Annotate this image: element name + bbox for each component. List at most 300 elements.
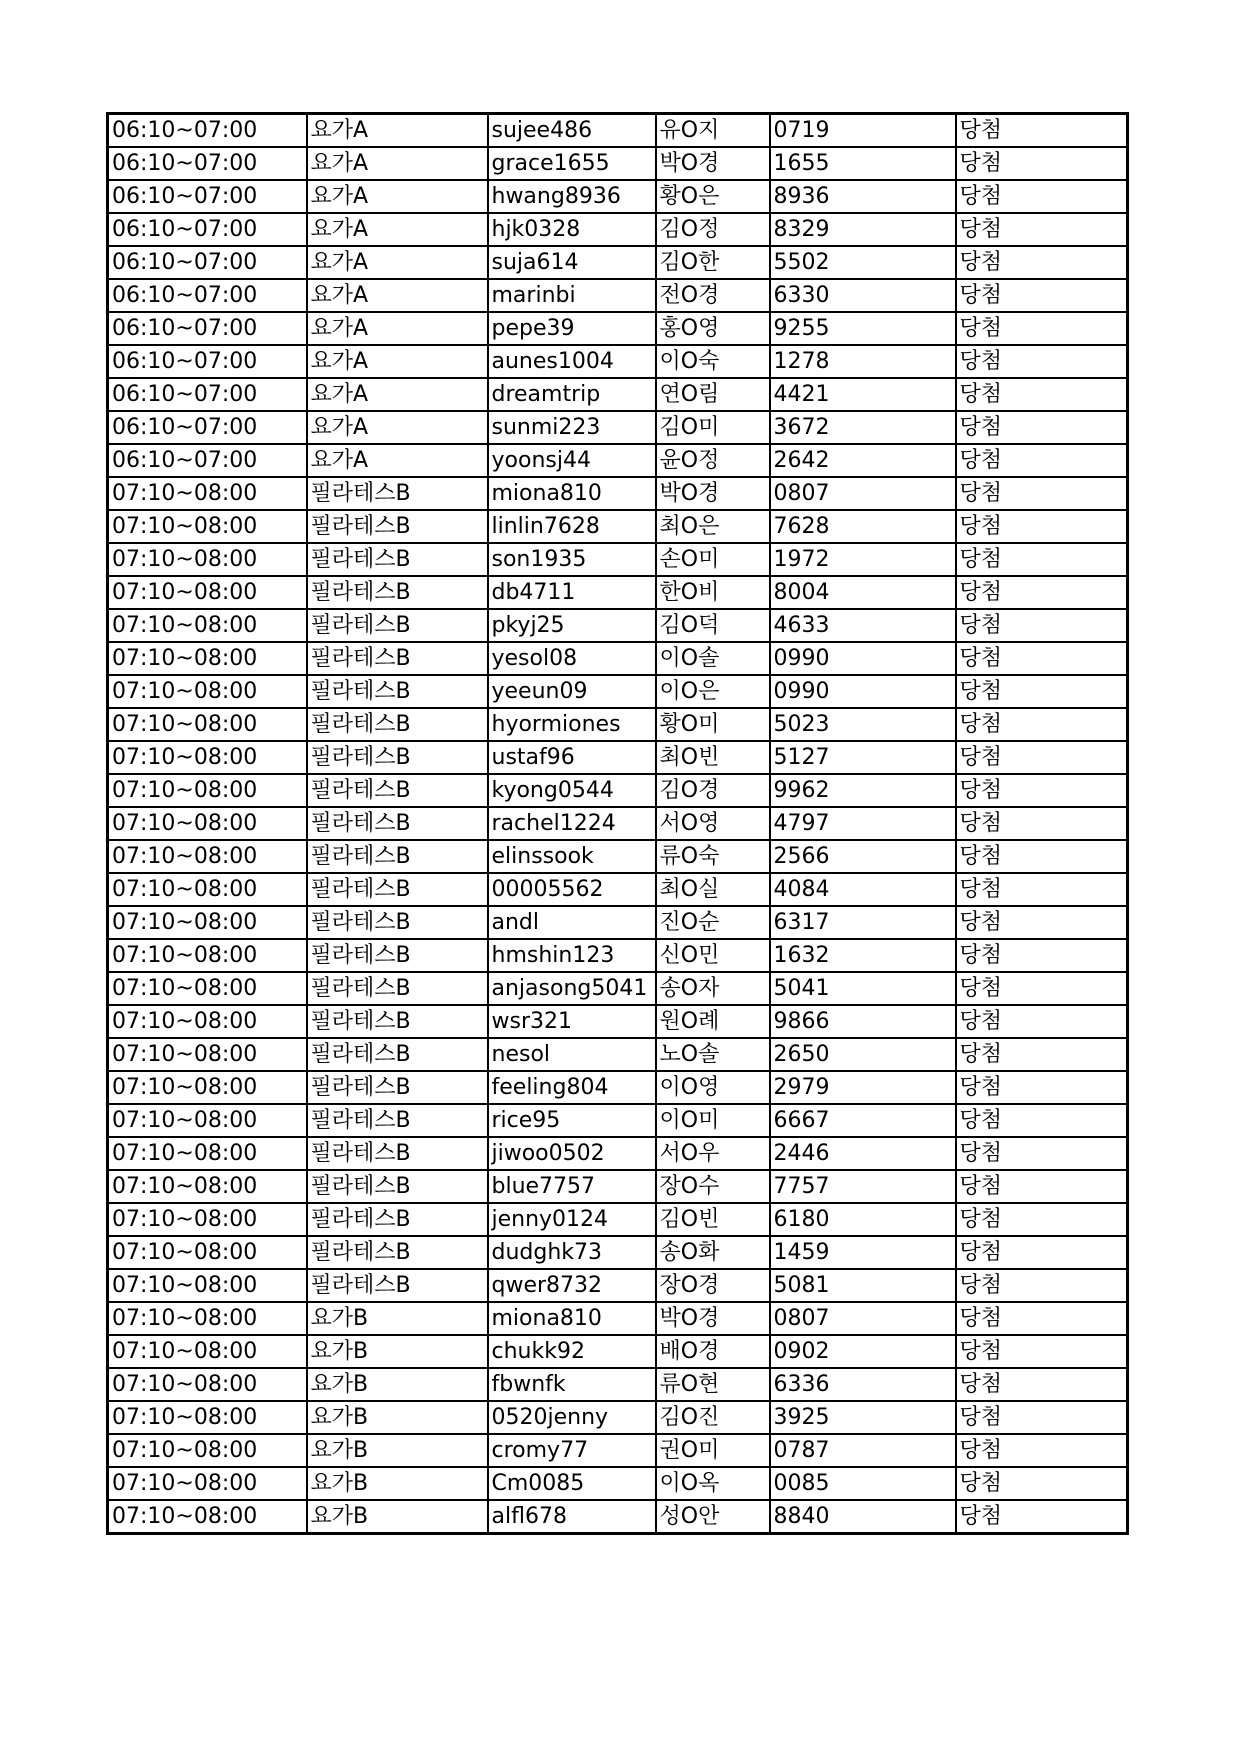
masked-name-cell: 황O미 — [656, 708, 770, 741]
table-row — [108, 1137, 1128, 1170]
user-id-cell: qwer8732 — [488, 1269, 656, 1302]
result-cell: 당첨 — [956, 708, 1128, 741]
user-id-cell: alfl678 — [488, 1500, 656, 1534]
masked-name-cell: 이O영 — [656, 1071, 770, 1104]
result-cell: 당첨 — [956, 807, 1128, 840]
user-id-cell: dudghk73 — [488, 1236, 656, 1269]
result-cell: 당첨 — [956, 939, 1128, 972]
time-slot-cell: 07:10~08:00 — [108, 1137, 307, 1170]
time-slot-cell: 07:10~08:00 — [108, 675, 307, 708]
result-cell: 당첨 — [956, 1137, 1128, 1170]
result-cell: 당첨 — [956, 741, 1128, 774]
class-name-cell: 필라테스B — [307, 774, 488, 807]
table-row — [108, 1203, 1128, 1236]
time-slot-cell: 07:10~08:00 — [108, 1335, 307, 1368]
user-id-cell: dreamtrip — [488, 378, 656, 411]
table-row — [108, 444, 1128, 477]
user-id-cell: yoonsj44 — [488, 444, 656, 477]
result-cell: 당첨 — [956, 1467, 1128, 1500]
table-row — [108, 1236, 1128, 1269]
table-row — [108, 807, 1128, 840]
phone-last4-cell: 4797 — [770, 807, 956, 840]
class-name-cell: 필라테스B — [307, 1005, 488, 1038]
phone-last4-cell: 1278 — [770, 345, 956, 378]
masked-name-cell: 이O미 — [656, 1104, 770, 1137]
masked-name-cell: 윤O정 — [656, 444, 770, 477]
result-cell: 당첨 — [956, 378, 1128, 411]
table-row — [108, 708, 1128, 741]
user-id-cell: marinbi — [488, 279, 656, 312]
user-id-cell: anjasong5041 — [488, 972, 656, 1005]
phone-last4-cell: 0787 — [770, 1434, 956, 1467]
result-cell: 당첨 — [956, 840, 1128, 873]
phone-last4-cell: 2566 — [770, 840, 956, 873]
masked-name-cell: 연O림 — [656, 378, 770, 411]
phone-last4-cell: 5081 — [770, 1269, 956, 1302]
result-cell: 당첨 — [956, 213, 1128, 246]
masked-name-cell: 류O현 — [656, 1368, 770, 1401]
phone-last4-cell: 7757 — [770, 1170, 956, 1203]
table-row — [108, 972, 1128, 1005]
class-name-cell: 필라테스B — [307, 1104, 488, 1137]
time-slot-cell: 07:10~08:00 — [108, 873, 307, 906]
class-name-cell: 필라테스B — [307, 642, 488, 675]
time-slot-cell: 07:10~08:00 — [108, 1104, 307, 1137]
phone-last4-cell: 5127 — [770, 741, 956, 774]
result-cell: 당첨 — [956, 675, 1128, 708]
masked-name-cell: 이O은 — [656, 675, 770, 708]
user-id-cell: hyormiones — [488, 708, 656, 741]
phone-last4-cell: 8329 — [770, 213, 956, 246]
table-row — [108, 1335, 1128, 1368]
phone-last4-cell: 1972 — [770, 543, 956, 576]
results-table — [106, 112, 1129, 1535]
table-row — [108, 1269, 1128, 1302]
masked-name-cell: 김O진 — [656, 1401, 770, 1434]
user-id-cell: blue7757 — [488, 1170, 656, 1203]
time-slot-cell: 06:10~07:00 — [108, 279, 307, 312]
time-slot-cell: 07:10~08:00 — [108, 1500, 307, 1534]
time-slot-cell: 07:10~08:00 — [108, 807, 307, 840]
user-id-cell: aunes1004 — [488, 345, 656, 378]
results-body — [108, 114, 1128, 1534]
masked-name-cell: 장O경 — [656, 1269, 770, 1302]
masked-name-cell: 박O경 — [656, 147, 770, 180]
time-slot-cell: 07:10~08:00 — [108, 510, 307, 543]
result-cell: 당첨 — [956, 972, 1128, 1005]
class-name-cell: 요가A — [307, 345, 488, 378]
phone-last4-cell: 4084 — [770, 873, 956, 906]
result-cell: 당첨 — [956, 1269, 1128, 1302]
time-slot-cell: 07:10~08:00 — [108, 1038, 307, 1071]
table-row — [108, 279, 1128, 312]
time-slot-cell: 07:10~08:00 — [108, 1170, 307, 1203]
user-id-cell: jiwoo0502 — [488, 1137, 656, 1170]
table-row — [108, 114, 1128, 148]
phone-last4-cell: 5023 — [770, 708, 956, 741]
result-cell: 당첨 — [956, 642, 1128, 675]
time-slot-cell: 06:10~07:00 — [108, 147, 307, 180]
table-row — [108, 1005, 1128, 1038]
table-row — [108, 411, 1128, 444]
phone-last4-cell: 9962 — [770, 774, 956, 807]
class-name-cell: 필라테스B — [307, 510, 488, 543]
user-id-cell: hmshin123 — [488, 939, 656, 972]
result-cell: 당첨 — [956, 1401, 1128, 1434]
time-slot-cell: 07:10~08:00 — [108, 1005, 307, 1038]
class-name-cell: 요가A — [307, 246, 488, 279]
table-row — [108, 1071, 1128, 1104]
result-cell: 당첨 — [956, 180, 1128, 213]
phone-last4-cell: 0902 — [770, 1335, 956, 1368]
class-name-cell: 요가A — [307, 147, 488, 180]
class-name-cell: 요가A — [307, 312, 488, 345]
phone-last4-cell: 6330 — [770, 279, 956, 312]
time-slot-cell: 06:10~07:00 — [108, 444, 307, 477]
user-id-cell: 0520jenny — [488, 1401, 656, 1434]
time-slot-cell: 07:10~08:00 — [108, 543, 307, 576]
time-slot-cell: 06:10~07:00 — [108, 378, 307, 411]
class-name-cell: 필라테스B — [307, 1203, 488, 1236]
phone-last4-cell: 1655 — [770, 147, 956, 180]
user-id-cell: andl — [488, 906, 656, 939]
result-cell: 당첨 — [956, 576, 1128, 609]
phone-last4-cell: 3672 — [770, 411, 956, 444]
time-slot-cell: 07:10~08:00 — [108, 972, 307, 1005]
class-name-cell: 필라테스B — [307, 1269, 488, 1302]
result-cell: 당첨 — [956, 906, 1128, 939]
class-name-cell: 요가B — [307, 1368, 488, 1401]
masked-name-cell: 신O민 — [656, 939, 770, 972]
phone-last4-cell: 2979 — [770, 1071, 956, 1104]
class-name-cell: 필라테스B — [307, 1071, 488, 1104]
table-row — [108, 1434, 1128, 1467]
table-row — [108, 1368, 1128, 1401]
masked-name-cell: 노O솔 — [656, 1038, 770, 1071]
user-id-cell: rice95 — [488, 1104, 656, 1137]
table-row — [108, 477, 1128, 510]
table-row — [108, 609, 1128, 642]
user-id-cell: hwang8936 — [488, 180, 656, 213]
masked-name-cell: 이O옥 — [656, 1467, 770, 1500]
class-name-cell: 필라테스B — [307, 1236, 488, 1269]
time-slot-cell: 07:10~08:00 — [108, 1203, 307, 1236]
time-slot-cell: 07:10~08:00 — [108, 477, 307, 510]
class-name-cell: 요가B — [307, 1467, 488, 1500]
phone-last4-cell: 6667 — [770, 1104, 956, 1137]
user-id-cell: sujee486 — [488, 114, 656, 148]
table-row — [108, 147, 1128, 180]
masked-name-cell: 최O빈 — [656, 741, 770, 774]
time-slot-cell: 07:10~08:00 — [108, 642, 307, 675]
class-name-cell: 필라테스B — [307, 675, 488, 708]
table-row — [108, 312, 1128, 345]
user-id-cell: sunmi223 — [488, 411, 656, 444]
time-slot-cell: 06:10~07:00 — [108, 213, 307, 246]
masked-name-cell: 성O안 — [656, 1500, 770, 1534]
phone-last4-cell: 9866 — [770, 1005, 956, 1038]
class-name-cell: 요가B — [307, 1500, 488, 1534]
phone-last4-cell: 0085 — [770, 1467, 956, 1500]
phone-last4-cell: 6180 — [770, 1203, 956, 1236]
phone-last4-cell: 0990 — [770, 642, 956, 675]
result-cell: 당첨 — [956, 345, 1128, 378]
masked-name-cell: 배O경 — [656, 1335, 770, 1368]
time-slot-cell: 07:10~08:00 — [108, 939, 307, 972]
result-cell: 당첨 — [956, 1203, 1128, 1236]
table-row — [108, 378, 1128, 411]
user-id-cell: yeeun09 — [488, 675, 656, 708]
user-id-cell: wsr321 — [488, 1005, 656, 1038]
result-cell: 당첨 — [956, 1335, 1128, 1368]
time-slot-cell: 07:10~08:00 — [108, 840, 307, 873]
user-id-cell: pkyj25 — [488, 609, 656, 642]
user-id-cell: suja614 — [488, 246, 656, 279]
phone-last4-cell: 9255 — [770, 312, 956, 345]
user-id-cell: miona810 — [488, 1302, 656, 1335]
class-name-cell: 요가B — [307, 1335, 488, 1368]
user-id-cell: Cm0085 — [488, 1467, 656, 1500]
table-row — [108, 1038, 1128, 1071]
class-name-cell: 요가A — [307, 378, 488, 411]
masked-name-cell: 송O화 — [656, 1236, 770, 1269]
class-name-cell: 필라테스B — [307, 972, 488, 1005]
result-cell: 당첨 — [956, 411, 1128, 444]
table-row — [108, 543, 1128, 576]
result-cell: 당첨 — [956, 774, 1128, 807]
table-row — [108, 510, 1128, 543]
table-row — [108, 642, 1128, 675]
phone-last4-cell: 8840 — [770, 1500, 956, 1534]
user-id-cell: kyong0544 — [488, 774, 656, 807]
phone-last4-cell: 2650 — [770, 1038, 956, 1071]
user-id-cell: grace1655 — [488, 147, 656, 180]
class-name-cell: 필라테스B — [307, 741, 488, 774]
user-id-cell: son1935 — [488, 543, 656, 576]
user-id-cell: elinssook — [488, 840, 656, 873]
user-id-cell: nesol — [488, 1038, 656, 1071]
phone-last4-cell: 0719 — [770, 114, 956, 148]
result-cell: 당첨 — [956, 444, 1128, 477]
phone-last4-cell: 2642 — [770, 444, 956, 477]
class-name-cell: 필라테스B — [307, 609, 488, 642]
user-id-cell: jenny0124 — [488, 1203, 656, 1236]
user-id-cell: 00005562 — [488, 873, 656, 906]
table-row — [108, 840, 1128, 873]
class-name-cell: 필라테스B — [307, 1137, 488, 1170]
table-row — [108, 1104, 1128, 1137]
table-row — [108, 576, 1128, 609]
result-cell: 당첨 — [956, 609, 1128, 642]
time-slot-cell: 07:10~08:00 — [108, 1302, 307, 1335]
result-cell: 당첨 — [956, 1038, 1128, 1071]
masked-name-cell: 한O비 — [656, 576, 770, 609]
class-name-cell: 필라테스B — [307, 873, 488, 906]
time-slot-cell: 07:10~08:00 — [108, 741, 307, 774]
time-slot-cell: 06:10~07:00 — [108, 114, 307, 148]
phone-last4-cell: 7628 — [770, 510, 956, 543]
phone-last4-cell: 4421 — [770, 378, 956, 411]
class-name-cell: 필라테스B — [307, 576, 488, 609]
table-row — [108, 1170, 1128, 1203]
table-row — [108, 345, 1128, 378]
phone-last4-cell: 6336 — [770, 1368, 956, 1401]
time-slot-cell: 07:10~08:00 — [108, 609, 307, 642]
class-name-cell: 필라테스B — [307, 939, 488, 972]
result-cell: 당첨 — [956, 246, 1128, 279]
time-slot-cell: 06:10~07:00 — [108, 180, 307, 213]
time-slot-cell: 07:10~08:00 — [108, 906, 307, 939]
time-slot-cell: 07:10~08:00 — [108, 1434, 307, 1467]
time-slot-cell: 07:10~08:00 — [108, 576, 307, 609]
result-cell: 당첨 — [956, 1500, 1128, 1534]
class-name-cell: 필라테스B — [307, 1038, 488, 1071]
table-row — [108, 180, 1128, 213]
masked-name-cell: 원O례 — [656, 1005, 770, 1038]
masked-name-cell: 홍O영 — [656, 312, 770, 345]
result-cell: 당첨 — [956, 1071, 1128, 1104]
class-name-cell: 요가A — [307, 411, 488, 444]
masked-name-cell: 권O미 — [656, 1434, 770, 1467]
table-row — [108, 939, 1128, 972]
phone-last4-cell: 1632 — [770, 939, 956, 972]
time-slot-cell: 07:10~08:00 — [108, 1401, 307, 1434]
class-name-cell: 필라테스B — [307, 543, 488, 576]
phone-last4-cell: 0990 — [770, 675, 956, 708]
table-row — [108, 741, 1128, 774]
table-row — [108, 906, 1128, 939]
result-cell: 당첨 — [956, 1170, 1128, 1203]
masked-name-cell: 황O은 — [656, 180, 770, 213]
class-name-cell: 필라테스B — [307, 906, 488, 939]
result-cell: 당첨 — [956, 114, 1128, 148]
time-slot-cell: 06:10~07:00 — [108, 312, 307, 345]
phone-last4-cell: 6317 — [770, 906, 956, 939]
user-id-cell: cromy77 — [488, 1434, 656, 1467]
class-name-cell: 요가B — [307, 1434, 488, 1467]
masked-name-cell: 이O숙 — [656, 345, 770, 378]
class-name-cell: 요가A — [307, 213, 488, 246]
masked-name-cell: 최O은 — [656, 510, 770, 543]
masked-name-cell: 박O경 — [656, 477, 770, 510]
phone-last4-cell: 0807 — [770, 477, 956, 510]
time-slot-cell: 07:10~08:00 — [108, 1269, 307, 1302]
masked-name-cell: 김O한 — [656, 246, 770, 279]
user-id-cell: feeling804 — [488, 1071, 656, 1104]
phone-last4-cell: 0807 — [770, 1302, 956, 1335]
class-name-cell: 요가A — [307, 279, 488, 312]
table-row — [108, 675, 1128, 708]
phone-last4-cell: 5041 — [770, 972, 956, 1005]
table-row — [108, 213, 1128, 246]
user-id-cell: db4711 — [488, 576, 656, 609]
table-row — [108, 1401, 1128, 1434]
class-name-cell: 요가A — [307, 114, 488, 148]
masked-name-cell: 김O정 — [656, 213, 770, 246]
masked-name-cell: 최O실 — [656, 873, 770, 906]
phone-last4-cell: 8936 — [770, 180, 956, 213]
class-name-cell: 필라테스B — [307, 807, 488, 840]
class-name-cell: 요가B — [307, 1401, 488, 1434]
table-row — [108, 1302, 1128, 1335]
user-id-cell: ustaf96 — [488, 741, 656, 774]
masked-name-cell: 김O덕 — [656, 609, 770, 642]
user-id-cell: fbwnfk — [488, 1368, 656, 1401]
phone-last4-cell: 2446 — [770, 1137, 956, 1170]
time-slot-cell: 07:10~08:00 — [108, 1071, 307, 1104]
class-name-cell: 필라테스B — [307, 1170, 488, 1203]
masked-name-cell: 서O영 — [656, 807, 770, 840]
time-slot-cell: 07:10~08:00 — [108, 1236, 307, 1269]
result-cell: 당첨 — [956, 312, 1128, 345]
masked-name-cell: 류O숙 — [656, 840, 770, 873]
result-cell: 당첨 — [956, 1302, 1128, 1335]
result-cell: 당첨 — [956, 543, 1128, 576]
class-name-cell: 요가A — [307, 444, 488, 477]
table-row — [108, 873, 1128, 906]
masked-name-cell: 박O경 — [656, 1302, 770, 1335]
result-cell: 당첨 — [956, 1005, 1128, 1038]
user-id-cell: miona810 — [488, 477, 656, 510]
result-cell: 당첨 — [956, 1236, 1128, 1269]
phone-last4-cell: 3925 — [770, 1401, 956, 1434]
phone-last4-cell: 5502 — [770, 246, 956, 279]
masked-name-cell: 김O미 — [656, 411, 770, 444]
class-name-cell: 필라테스B — [307, 477, 488, 510]
time-slot-cell: 07:10~08:00 — [108, 708, 307, 741]
masked-name-cell: 이O솔 — [656, 642, 770, 675]
time-slot-cell: 06:10~07:00 — [108, 246, 307, 279]
time-slot-cell: 06:10~07:00 — [108, 345, 307, 378]
class-name-cell: 필라테스B — [307, 708, 488, 741]
result-cell: 당첨 — [956, 1104, 1128, 1137]
time-slot-cell: 07:10~08:00 — [108, 774, 307, 807]
class-name-cell: 요가B — [307, 1302, 488, 1335]
masked-name-cell: 송O자 — [656, 972, 770, 1005]
table-row — [108, 246, 1128, 279]
result-cell: 당첨 — [956, 510, 1128, 543]
masked-name-cell: 김O경 — [656, 774, 770, 807]
result-cell: 당첨 — [956, 279, 1128, 312]
table-row — [108, 774, 1128, 807]
user-id-cell: yesol08 — [488, 642, 656, 675]
masked-name-cell: 장O수 — [656, 1170, 770, 1203]
table-row — [108, 1467, 1128, 1500]
result-cell: 당첨 — [956, 147, 1128, 180]
result-cell: 당첨 — [956, 477, 1128, 510]
masked-name-cell: 전O경 — [656, 279, 770, 312]
phone-last4-cell: 8004 — [770, 576, 956, 609]
phone-last4-cell: 4633 — [770, 609, 956, 642]
result-cell: 당첨 — [956, 1434, 1128, 1467]
user-id-cell: pepe39 — [488, 312, 656, 345]
result-cell: 당첨 — [956, 873, 1128, 906]
time-slot-cell: 07:10~08:00 — [108, 1467, 307, 1500]
user-id-cell: hjk0328 — [488, 213, 656, 246]
masked-name-cell: 손O미 — [656, 543, 770, 576]
class-name-cell: 필라테스B — [307, 840, 488, 873]
user-id-cell: rachel1224 — [488, 807, 656, 840]
masked-name-cell: 김O빈 — [656, 1203, 770, 1236]
masked-name-cell: 진O순 — [656, 906, 770, 939]
class-name-cell: 요가A — [307, 180, 488, 213]
phone-last4-cell: 1459 — [770, 1236, 956, 1269]
time-slot-cell: 07:10~08:00 — [108, 1368, 307, 1401]
time-slot-cell: 06:10~07:00 — [108, 411, 307, 444]
table-row — [108, 1500, 1128, 1534]
masked-name-cell: 유O지 — [656, 114, 770, 148]
user-id-cell: linlin7628 — [488, 510, 656, 543]
